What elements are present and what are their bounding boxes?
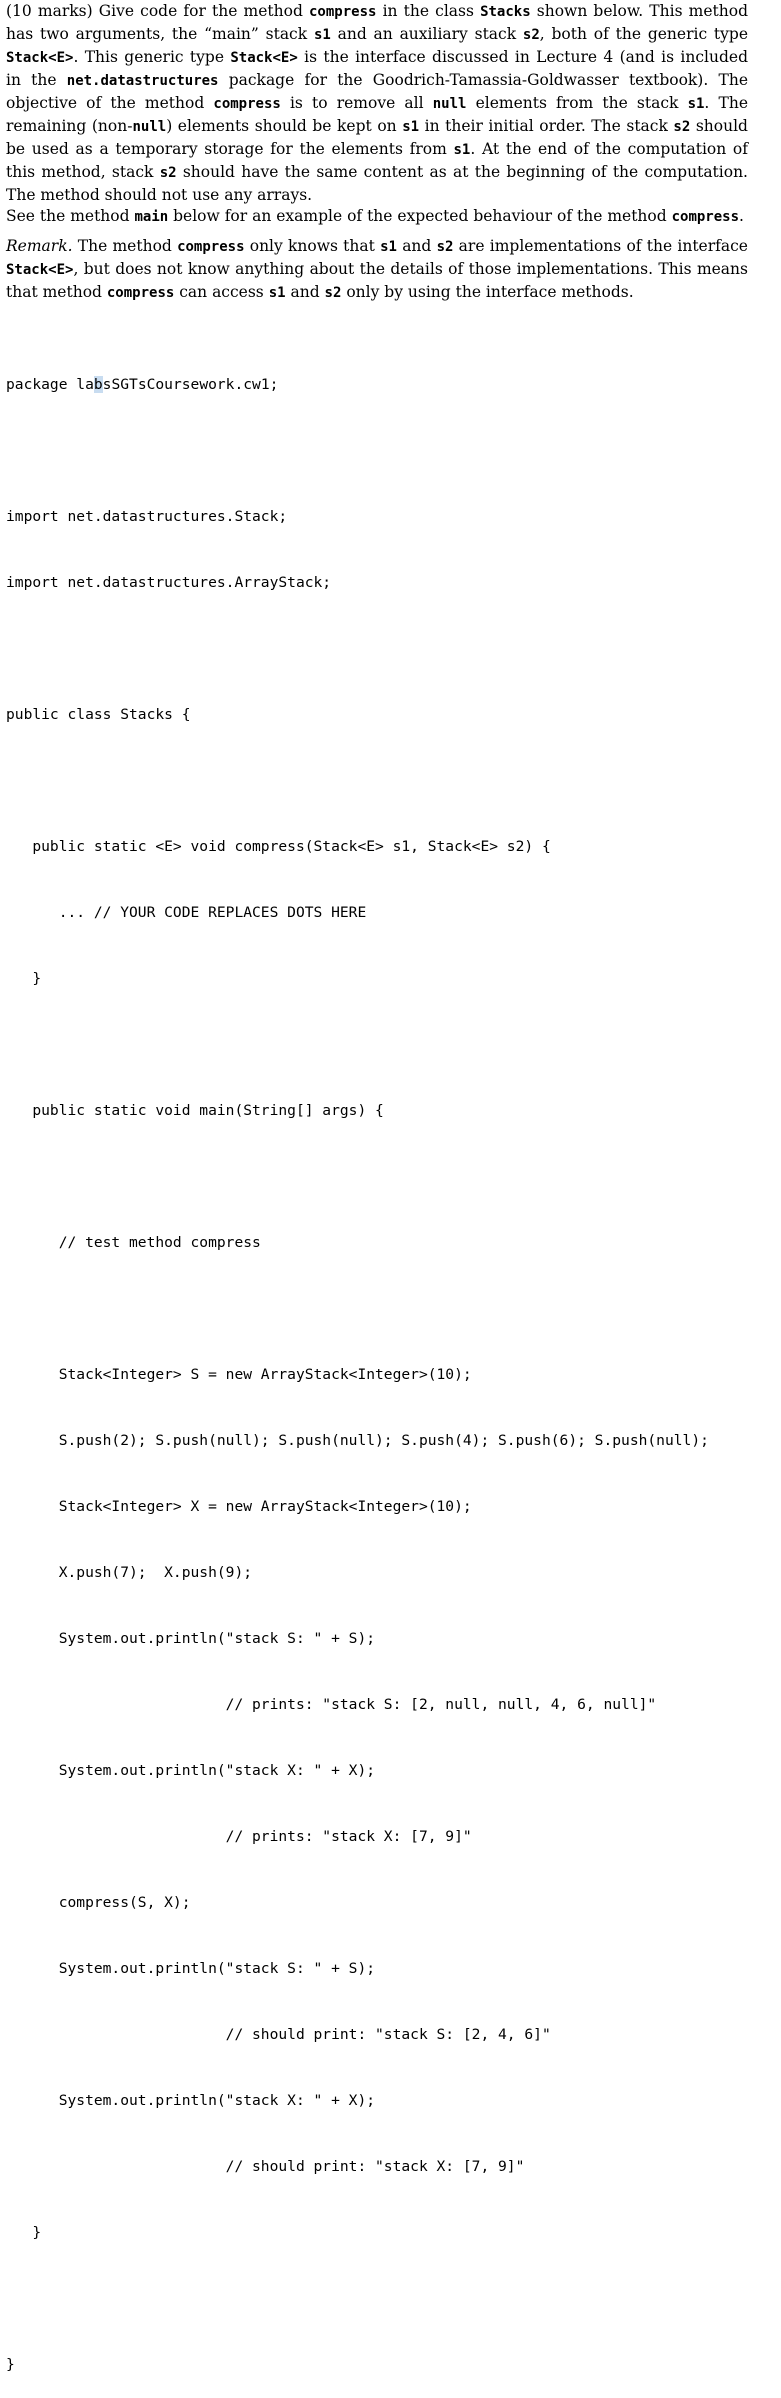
- code-term: compress: [309, 4, 377, 20]
- code-line-import: import net.datastructures.ArrayStack;: [6, 574, 332, 591]
- code-term: null: [132, 119, 167, 135]
- code-line-blank: [6, 440, 776, 462]
- text: and: [396, 237, 437, 255]
- code-term: compress: [106, 285, 175, 301]
- code-line-blank: [6, 2288, 776, 2310]
- code-term: main: [134, 209, 169, 225]
- text: , but does not know anything about the details of those implementations. This means that method: [6, 260, 748, 301]
- code-term: Stack<E>: [6, 50, 74, 66]
- code-text: package la: [6, 376, 94, 393]
- code-line-statement: compress(S, X);: [6, 1894, 191, 1911]
- text: and: [285, 283, 325, 301]
- text: is to remove all: [280, 94, 433, 112]
- code-line-statement: S.push(2); S.push(null); S.push(null); S.push(4); S.push(6); S.push(null);: [6, 1432, 709, 1449]
- code-term: s2: [436, 239, 454, 255]
- text: is the interface discussed in Lecture 4 (and is included in the: [6, 48, 748, 89]
- task-description-paragraph: [6, 0, 748, 206]
- text: can access: [174, 283, 269, 301]
- code-line-statement: X.push(7); X.push(9);: [6, 1564, 253, 1581]
- code-line-blank: [6, 1034, 776, 1056]
- text: . This generic type: [73, 48, 231, 66]
- code-line-statement: System.out.println("stack S: " + S);: [6, 1630, 376, 1647]
- code-term: s1: [687, 96, 705, 112]
- text: package for the Goodrich-Tamassia-Goldwasser textbook). The objective of the method: [6, 71, 748, 112]
- code-line-compress-signature: public static <E> void compress(Stack<E> s1, Stack<E> s2) {: [6, 838, 551, 855]
- code-line-blank: [6, 638, 776, 660]
- code-term: Stacks: [480, 4, 531, 20]
- code-line-comment: // prints: "stack S: [2, null, null, 4, 6, null]": [6, 1696, 657, 1713]
- text: below for an example of the expected behaviour of the method: [168, 207, 672, 225]
- code-term: s1: [380, 239, 397, 255]
- code-line-close-brace: }: [6, 2356, 15, 2373]
- text: ) elements should be kept on: [166, 117, 403, 135]
- code-term: s2: [159, 165, 177, 181]
- text: , both of the generic type: [539, 25, 749, 43]
- text: only by using the interface methods.: [341, 283, 634, 301]
- code-line-close-brace: }: [6, 2224, 42, 2241]
- code-line-blank: [6, 1166, 776, 1188]
- example-reference-paragraph: [6, 205, 748, 228]
- code-term: compress: [177, 239, 245, 255]
- text: shown below. This method has two arguments, the “main” stack: [6, 2, 748, 43]
- code-line-comment: // should print: "stack S: [2, 4, 6]": [6, 2026, 551, 2043]
- code-term: s1: [268, 285, 286, 301]
- text: (10 marks) Give code for the method: [6, 2, 309, 20]
- text: See the method: [6, 207, 135, 225]
- text: The method: [72, 237, 178, 255]
- text: are implementations of the interface: [453, 237, 748, 255]
- text: . At the end of the computation of this method, stack: [6, 140, 748, 181]
- code-line-comment: // prints: "stack X: [7, 9]": [6, 1828, 472, 1845]
- text: should have the same content as at the beginning of the computation. The method should not use any arrays.: [6, 163, 748, 204]
- code-line-comment: // should print: "stack X: [7, 9]": [6, 2158, 525, 2175]
- code-term: s1: [453, 142, 471, 158]
- code-line-blank: [6, 770, 776, 792]
- code-line-compress-body: ... // YOUR CODE REPLACES DOTS HERE: [6, 904, 367, 921]
- text: only knows that: [244, 237, 381, 255]
- text: elements from the stack: [466, 94, 688, 112]
- text: in the class: [376, 2, 481, 20]
- code-text: sSGTsCoursework.cw1;: [102, 376, 279, 393]
- text: .: [739, 207, 744, 225]
- code-term: s2: [673, 119, 691, 135]
- code-term: Stack<E>: [6, 262, 74, 278]
- text-cursor-highlight: b: [93, 376, 103, 393]
- remark-paragraph: [6, 235, 748, 304]
- code-term: s2: [324, 285, 342, 301]
- code-listing: [6, 330, 776, 2398]
- code-term: compress: [213, 96, 281, 112]
- code-line-blank: [6, 1298, 776, 1320]
- text: in their initial order. The stack: [419, 117, 674, 135]
- code-term: null: [432, 96, 467, 112]
- text: should be used as a temporary storage for the elements from: [6, 117, 748, 158]
- code-line-main-signature: public static void main(String[] args) {: [6, 1102, 384, 1119]
- text: and an auxiliary stack: [330, 25, 523, 43]
- code-line-close-brace: }: [6, 970, 42, 987]
- code-line-statement: Stack<Integer> X = new ArrayStack<Integer>(10);: [6, 1498, 472, 1515]
- remark-label: Remark.: [6, 237, 73, 255]
- code-line-statement: System.out.println("stack X: " + X);: [6, 2092, 376, 2109]
- code-line-statement: Stack<Integer> S = new ArrayStack<Integer>(10);: [6, 1366, 472, 1383]
- code-term: compress: [671, 209, 740, 225]
- code-line-statement: System.out.println("stack S: " + S);: [6, 1960, 376, 1977]
- code-term: s1: [313, 27, 331, 43]
- code-term: net.datastructures: [66, 73, 219, 89]
- text: . The remaining (non-: [6, 94, 748, 135]
- code-line-class-declaration: public class Stacks {: [6, 706, 191, 723]
- code-line-package: [6, 374, 776, 396]
- code-term: Stack<E>: [230, 50, 298, 66]
- code-term: s1: [402, 119, 420, 135]
- code-line-statement: System.out.println("stack X: " + X);: [6, 1762, 376, 1779]
- code-line-comment: // test method compress: [6, 1234, 261, 1251]
- code-term: s2: [522, 27, 540, 43]
- code-line-import: import net.datastructures.Stack;: [6, 508, 288, 525]
